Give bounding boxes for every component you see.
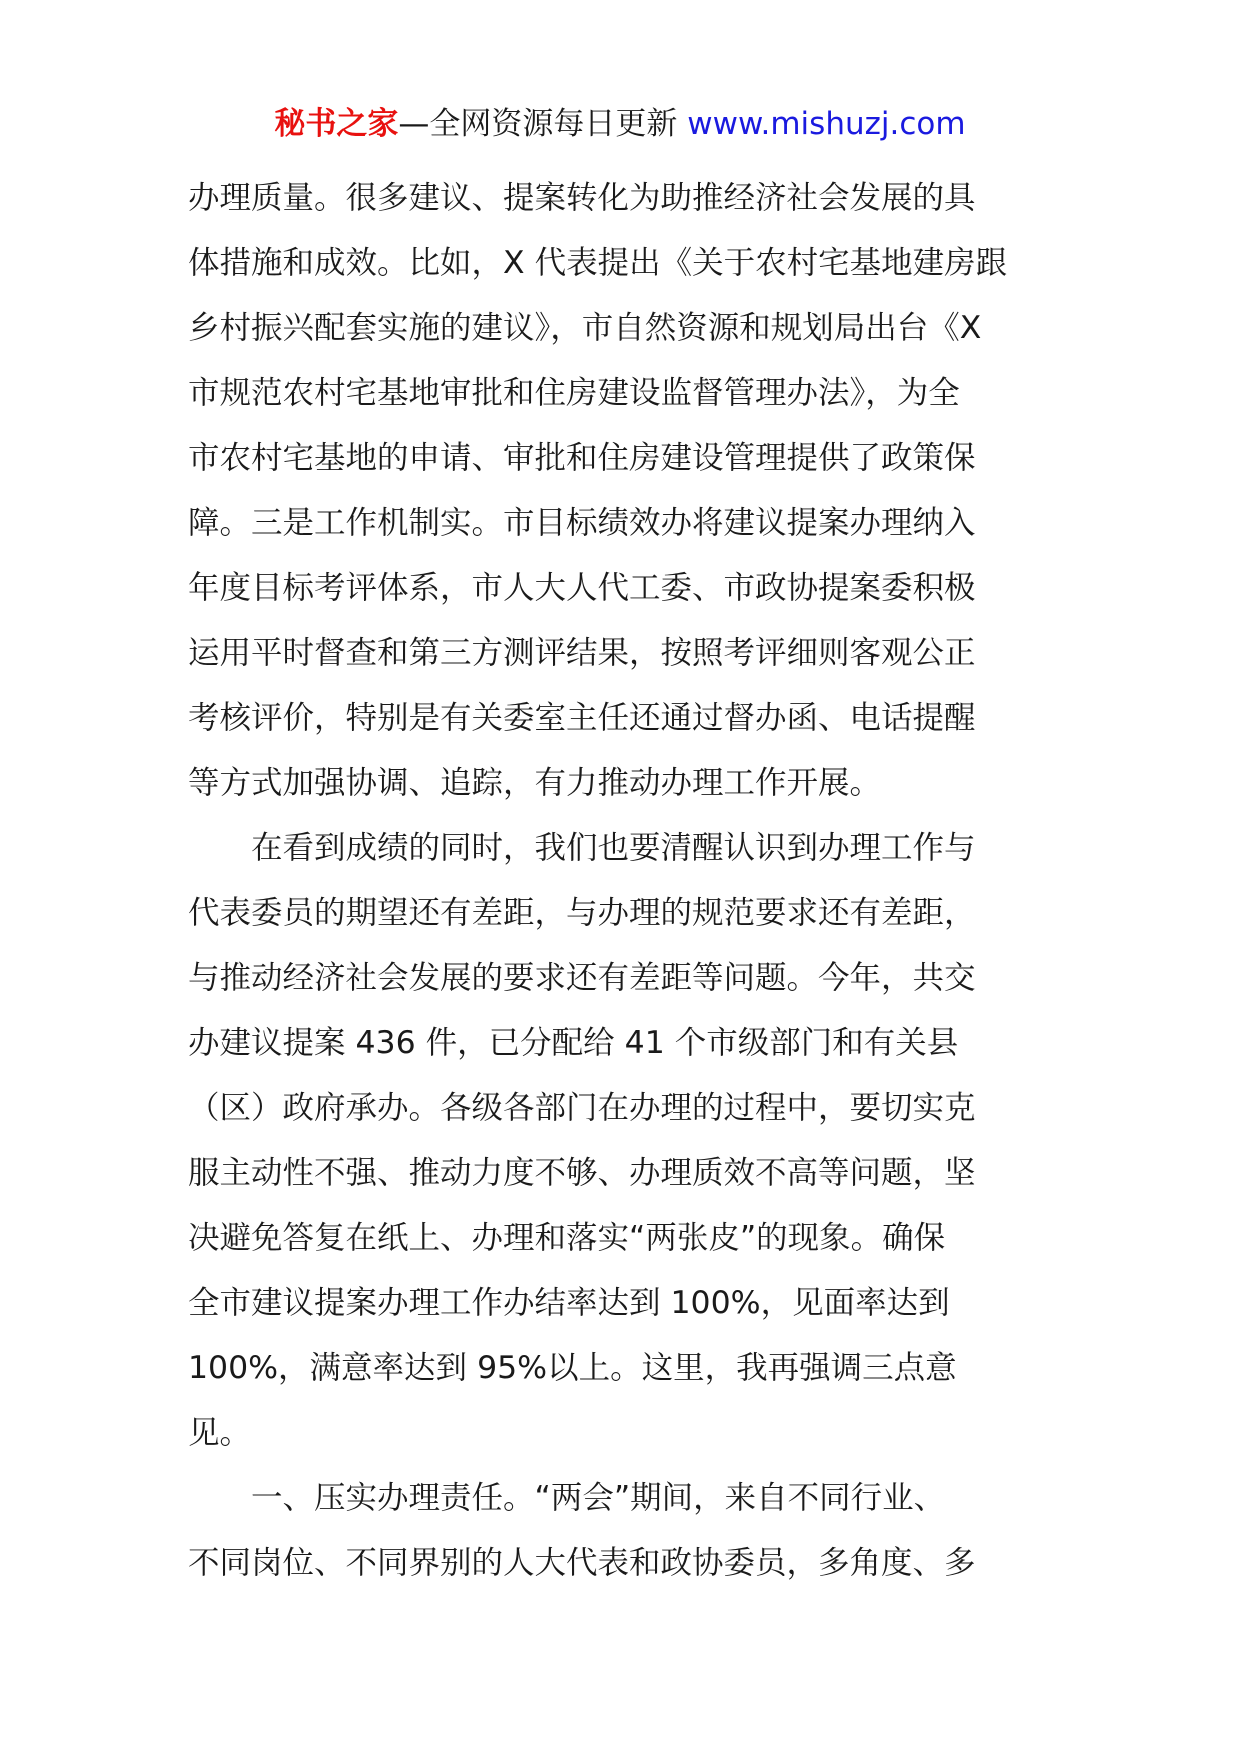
text-line: 考核评价，特别是有关委室主任还通过督办函、电话提醒 xyxy=(188,700,976,736)
text-line: 100%，满意率达到 95%以上。这里，我再强调三点意 xyxy=(188,1350,957,1386)
page-header xyxy=(0,104,1240,144)
text-line: 服主动性不强、推动力度不够、办理质效不高等问题，坚 xyxy=(188,1155,976,1191)
text-line: 乡村振兴配套实施的建议》，市自然资源和规划局出台《X xyxy=(188,310,982,346)
site-url-link[interactable]: www.mishuzj.com xyxy=(687,106,966,142)
text-line: 年度目标考评体系，市人大人代工委、市政协提案委积极 xyxy=(188,570,976,606)
text-line: 办建议提案 436 件，已分配给 41 个市级部门和有关县 xyxy=(188,1025,959,1061)
text-line: 运用平时督查和第三方测评结果，按照考评细则客观公正 xyxy=(188,635,976,671)
text-line: 办理质量。很多建议、提案转化为助推经济社会发展的具 xyxy=(188,180,976,216)
text-line: 等方式加强协调、追踪，有力推动办理工作开展。 xyxy=(188,765,882,801)
document-body xyxy=(188,166,1058,1596)
text-line: 全市建议提案办理工作办结率达到 100%，见面率达到 xyxy=(188,1285,950,1321)
text-line: 市农村宅基地的申请、审批和住房建设管理提供了政策保 xyxy=(188,440,976,476)
text-line: 与推动经济社会发展的要求还有差距等问题。今年，共交 xyxy=(188,960,976,996)
brand-name: 秘书之家 xyxy=(274,106,399,142)
text-line: 市规范农村宅基地审批和住房建设监督管理办法》，为全 xyxy=(188,375,960,411)
text-line: 不同岗位、不同界别的人大代表和政协委员，多角度、多 xyxy=(188,1545,976,1581)
header-slogan: —全网资源每日更新 xyxy=(398,106,678,142)
text-line: 体措施和成效。比如，X 代表提出《关于农村宅基地建房跟 xyxy=(188,245,1008,281)
text-line: 一、压实办理责任。“两会”期间，来自不同行业、 xyxy=(188,1480,946,1516)
text-line: 障。三是工作机制实。市目标绩效办将建议提案办理纳入 xyxy=(188,505,976,541)
text-line: 见。 xyxy=(188,1415,252,1451)
text-line: （区）政府承办。各级各部门在办理的过程中，要切实克 xyxy=(188,1090,976,1126)
text-line: 决避免答复在纸上、办理和落实“两张皮”的现象。确保 xyxy=(188,1220,946,1256)
text-line: 代表委员的期望还有差距，与办理的规范要求还有差距， xyxy=(188,895,976,931)
text-line: 在看到成绩的同时，我们也要清醒认识到办理工作与 xyxy=(188,830,976,866)
